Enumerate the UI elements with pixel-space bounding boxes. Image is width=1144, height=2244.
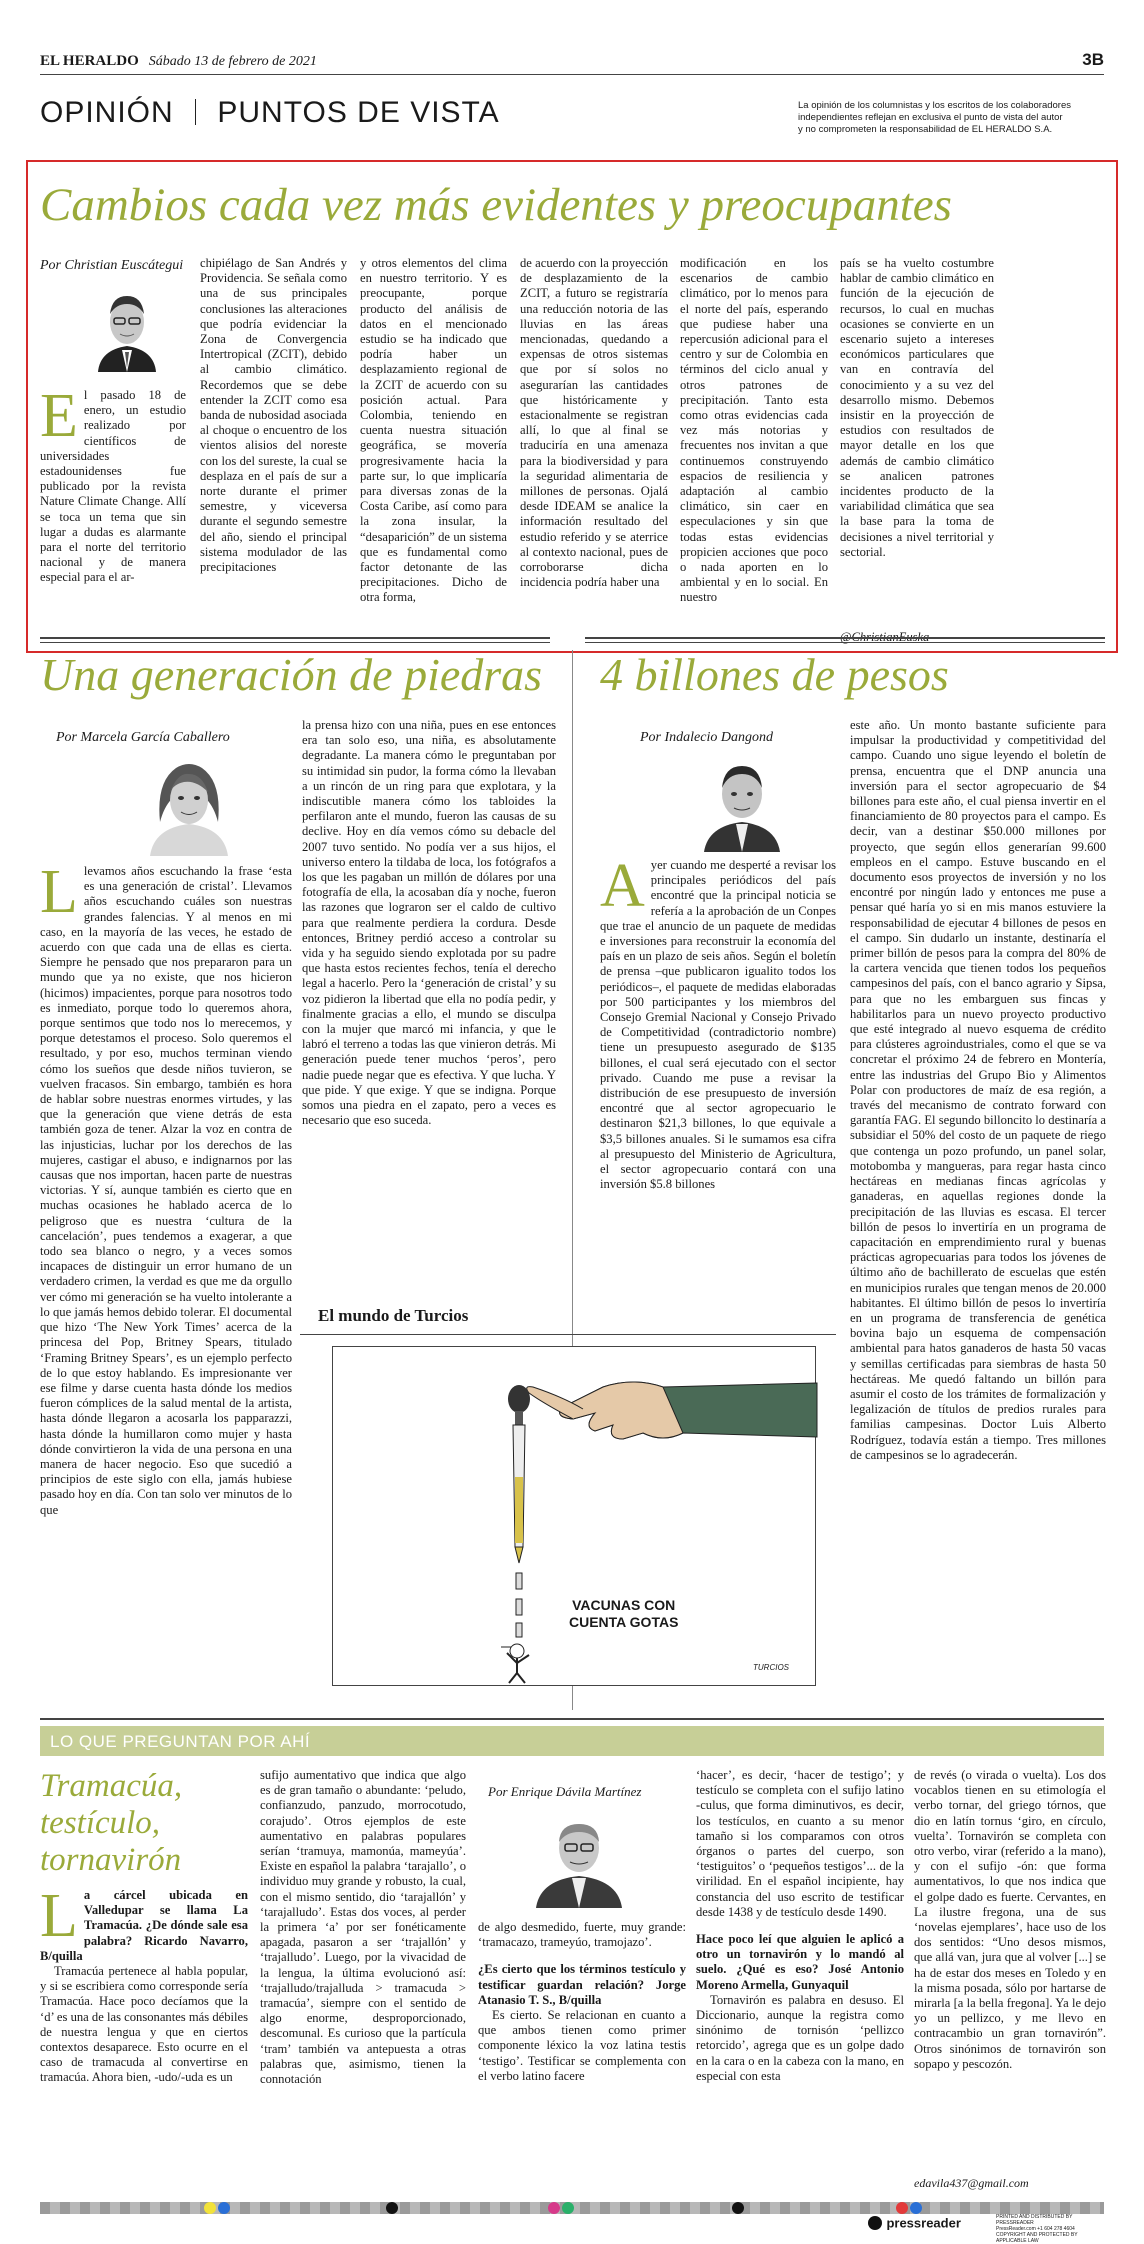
article1-col1: El pasado 18 de enero, un estudio realizado por científicos de universidades estadounidenses fue publicado por la revista Nature Climate Change. Allí se toca un tema que sin lugar a dudas es alarmante para el norte del territorio nacional y de manera especial para el ar-: [40, 382, 186, 585]
separator-rule: [40, 637, 550, 639]
article2-col1: Llevamos años escuchando la frase ‘esta es una generación de cristal’. Llevamos años escuchando cuáles son nuestras grandes falencias. Y al menos en mi caso, en la mayoría de las veces, he estado de acuerdo con que cada una de ellas es cierta. Siempre he pensado que nos prepararon para un mundo que ya no existe, que nos hicieron (hicimos) impacientes, porque para nosotros todo es inmediato, porque todo lo queremos ahora, porque sentimos que todo nos lo merecemos, y porque detestamos el proceso. Solo queremos el resultado, y por eso, muchos terminan viendo cómo los sueños que desde niños tuvieron, se vuelven fracasos. Sin embargo, también es hora de hablar sobre nuestras enormes virtudes, y las que la generación que viene detrás de esta también goza de tener. Alzar la voz en contra de las injusticias, luchar por los derechos de las mujeres, castigar el abuso, e indignarnos por las causas que nos importan, hacen parte de nuestras victorias. Y sí, aunque también es cierto que en muchas ocasiones he hablado acerca de lo peligroso que es nuestra ‘cultura de la cancelación’, pues tendemos a exagerar, a que todo sea blanco o negro, y a veces somos incapaces de distinguir un error humano de un verdadero crimen, la verdad es que me da orgullo ver cómo mi generación se ha vuelto intolerante a lo que jamás hemos debido tolerar. El documental que hizo ‘The New York Times’ acerca de la princesa del Pop, Britney Spears, titulado ‘Framing Britney Spears’, es un ejemplo perfecto de lo que estoy hablando. Es impresionante ver ese filme y darse cuenta hasta dónde los medios fueron cómplices de la salud mental de la artista, hasta dónde llegaron a acosarla los papparazzi, hasta dónde la humillaron como mujer y hasta dónde convirtieron la vida de una persona en una manera de hacer negocio. Eso que sucedió a principios de este siglo con ella, jamás hubiese pasado hoy en día. Con tan solo ver minutos de lo que: [40, 858, 292, 1517]
article4-title: Tramacúa, testículo, tornavirón: [40, 1768, 183, 1878]
article4-author-photo: [520, 1806, 638, 1908]
article2-title: Una generación de piedras: [40, 649, 543, 700]
article3-title: 4 billones de pesos: [600, 649, 949, 700]
article1-col5: modificación en los escenarios de cambio climático, por lo menos para el norte del país, esperando que pudiese haber una repercusión adicional para el centro y sur de Colombia en términos del ciclo anual y otros patrones de precipitación. Tanto esta como otras evidencias cada vez más notorias y frecuentes nos invitan a que continuemos construyendo espacios de resiliencia y adaptación al cambio climático, sin caer en especulaciones y sin que todas estas evidencias propicien acciones que poco o nada aporten en lo ambiental y en lo social. En nuestro: [680, 256, 828, 605]
dropcap: A: [600, 852, 645, 920]
article3-col1: Ayer cuando me desperté a revisar los principales periódicos del país encontré que la principal noticia se refería a la aprobación de un Conpes que trae el anuncio de un paquete de medidas e inversiones para reconstruir la economía del país en un plazo de seis años. Según el boletín de prensa –que publicaron igualito todos los periódicos–, el paquete de medidas elaboradas por 500 participantes y los miembros del Consejo Gremial Nacional y Consejo Privado de Competitividad (contradictorio nombre) tiene un presupuesto asegurado de $135 billones, el cual será ejecutado con el sector privado. Cuando me puse a revisar la distribución de ese presupuesto de inversión encontré que al sector agropecuario le destinaron $21,3 billones, lo que equivale a $3,5 billones anuales. Si le sumamos esa cifra al presupuesto del Ministerio de Agricultura, el sector agropecuario contará con una inversión $5.8 billones: [600, 852, 836, 1192]
dropcap: L: [40, 858, 78, 926]
article4-col3: de algo desmedido, fuerte, muy grande: ‘tramacazo, trameyúo, tramojazo’. ¿Es cierto que los términos testículo y testificar guardan relación? Jorge Atanasio T. S., B/quilla Es cierto. Se relacionan en cuanto a que ambos tienen como primer componente léxico la voz latina testis ‘testigo’. Testificar se complementa con el verbo latino facere: [478, 1920, 686, 2083]
registration-mark: [562, 2202, 574, 2214]
separator-rule: [585, 642, 1105, 643]
article2-col2: la prensa hizo con una niña, pues en ese entonces era tan solo eso, una niña, es absolutamente degradante. La manera cómo le preguntaban por su intimidad sin pudor, la forma cómo la llevaban a un rincón de un ring para que explotara, y la indiscutible manera cómo los tabloides la perfilaron ante el mundo, fueron las causas de su declive. Hoy en día vemos cómo su debacle del 2007 tuvo sentido. No podía ver a sus hijos, el universo entero la tildaba de loca, los fotógrafos a los que les pagaban un millón de dólares por una fotografía de ella, la acosaban día y noche, fueron las razones que lograron ser el caldo de cultivo para que realmente perdiera la cordura. Desde entonces, Britney perdió acceso a controlar su vida y ha seguido siendo explotada por su padre que hasta estos recientes fechos, tenía el derecho legal a hacerlo. Pero la ‘generación de cristal’ y su voz pidieron la libertad que ella no podía pedir, y finalmente gracias a ello, el mundo se disculpa con la mujer que marcó mi infancia, y que le labró el terreno a todas las que vinieron detrás. Mi generación puede tener muchos ‘peros’, pero nadie puede negar que es efectiva. Y que lucha. Y que pide. Y que exige. Y que se indigna. Porque somos una piedra en el zapato, pero a veces es necesario que eso suceda.: [302, 718, 556, 1128]
registration-mark: [548, 2202, 560, 2214]
registration-mark: [910, 2202, 922, 2214]
article4-email: edavila437@gmail.com: [914, 2176, 1029, 2190]
cartoon-frame: [332, 1346, 816, 1686]
separator-rule: [585, 637, 1105, 639]
registration-mark: [204, 2202, 216, 2214]
article1-col4: de acuerdo con la proyección de desplazamiento de la ZCIT, a futuro se registraría una reducción notoria de las lluvias en las áreas mencionadas, quedando a expensas de otros sistemas que por sí solos no asegurarían las cantidades que históricamente y estacionalmente se registran allí, lo que al final se traduciría en una amenaza para la biodiversidad y para la seguridad alimentaria de millones de personas. Ojalá desde IDEAM se analice la información resultado del estudio referido y se aterrice al contexto nacional, pues de corroborarse dicha incidencia podría haber una: [520, 256, 668, 590]
article1-byline: Por Christian Euscátegui: [40, 258, 184, 273]
section-banner: LO QUE PREGUNTAN POR AHÍ: [40, 1726, 1104, 1756]
pressreader-logo-icon: [868, 2216, 882, 2230]
cartoon-drawing: [333, 1347, 817, 1687]
pressreader-brand: pressreader: [886, 2215, 961, 2231]
pressreader-footer: pressreader PRINTED AND DISTRIBUTED BY PRESSREADER PressReader.com +1 604 278 4604 COPYRIGHT AND PROTECTED BY APPLICABLE LAW: [868, 2214, 1108, 2232]
article1-col6: país se ha vuelto costumbre hablar de cambio climático en función de la ejecución de recursos, lo cual en muchas ocasiones se convierte en un escenario sujeto a intereses económicos particulares que van en contravía del conocimiento y a su vez del desarrollo mismo. Debemos insistir en la proyección de estudios con resultados de mayor detalle en los que además de cambio climático se analicen patrones incidentes producto de la variabilidad climática que sea la base para la toma de decisiones a nivel territorial y sectorial.: [840, 256, 994, 559]
dropcap: E: [40, 382, 78, 450]
registration-mark: [386, 2202, 398, 2214]
separator-rule: [40, 1718, 1104, 1720]
article4-col2: sufijo aumentativo que indica que algo es de gran tamaño o abundante: ‘peludo, confianzudo, panzudo, morrocotudo, corajudo’. Otros ejemplos de este aumentativo en palabras populares serían ‘tramuya, mamonúa, mameyúa’. Existe en español la palabra ‘tarajallo’, o individuo muy grande y robusto, la cual, con el mismo sentido, dio ‘tarajallón’ y ‘tarajalludo’. Estas dos voces, al perder la primera ‘a’ por ser fonéticamente apagada, pasaron a ser ‘trajallón’ y ‘trajalludo’. Luego, por la vivacidad de la lengua, la última evolucionó así: ‘trajalludo/trajalluda > tramacuda > tramacúa’, siempre con el sentido de algo enorme, desproporcionado, descomunal. Es curioso que la partícula ‘tram’ también va antepuesta a otras palabras que, asimismo, tienen la connotación: [260, 1768, 466, 2087]
brand-name: EL HERALDO: [40, 53, 139, 69]
article2-byline: Por Marcela García Caballero: [56, 730, 230, 745]
separator-rule: [40, 642, 550, 643]
section-header: [40, 96, 500, 130]
cartoon-title: El mundo de Turcios: [318, 1306, 469, 1325]
registration-mark: [896, 2202, 908, 2214]
registration-mark: [218, 2202, 230, 2214]
article1-author-photo: [78, 280, 176, 372]
article3-col2: este año. Un monto bastante suficiente para impulsar la productividad y competitividad del campo. Cuando uno sigue leyendo el boletín de prensa, encuentra que el DNP anuncia una inversión para el sector agropecuario de $4 billones para este año, el cual piensa invertir en el financiamiento de 80 proyectos para el campo. Es decir, van a destinar $50.000 millones por proyecto, que según ellos generarían 99.600 empleos en el campo. Estuve buscando en el documento esos proyectos de inversión y no los encontré por ningún lado y entonces me puse a pensar qué haría yo si en mis manos estuviere la responsabilidad de ejecutar 4 billones de pesos en el campo. Sin dudarlo un instante, destinaría el primer billón de pesos para la compra del 80% de la cartera vencida que tienen todos los pequeños campesinos del país, con el banco agrario y Sipsa, para que no les embarguen sus fincas y habilitarlos para un nuevo proyecto productivo que esté integrado al nuevo esquema de crédito para clústeres agroindustriales, como el que se va concretar el próximo 24 de febrero en Montería, entre las industrias del Grupo Bio y Alimentos Polar con productores de maíz de esa región, a través del mecanismo de contrato forward con garantía FAG. El segundo billoncito lo destinaría a subsidiar el 50% del costo de un paquete de riego que contenga un pozo profundo, un panel solar, motobomba y mangueras, para regar hasta cinco hectáreas en medianas fincas agrícolas y ganaderas, en aquellas regiones donde la precipitación de las lluvias es escasa. El tercer billón de pesos lo invertiría en un programa de capacitación en emprendimiento rural y buenas prácticas agropecuarias para todos los jóvenes de último año de bachillerato de escuelas que estén en municipios rurales que tengan menos de 20.000 habitantes. El último billón de pesos lo invertiría en un programa de transferencia de genética bovina bajo un esquema de compensación ambiental para hatos ganaderos de hasta 50 vacas y semillas certificadas para siembras de hasta 50 hectáreas. Me quedó faltando un billón para asumir el costo de los trámites de formalización y legalización de títulos de predios rurales para familias campesinas. Doctor Luis Alberto Rodríguez, todavía están a tiempo. Tres millones de campesinos se lo agradecerán.: [850, 718, 1106, 1462]
cartoon-rule: [300, 1334, 836, 1335]
cartoon-caption: VACUNAS CON CUENTA GOTAS: [569, 1597, 679, 1630]
article1-title: Cambios cada vez más evidentes y preocupantes: [40, 179, 952, 231]
article4-byline: Por Enrique Dávila Martínez: [488, 1784, 642, 1799]
article3-byline: Por Indalecio Dangond: [640, 730, 773, 745]
dropcap: L: [40, 1882, 78, 1950]
cartoon-signature: TURCIOS: [753, 1663, 789, 1672]
masthead-rule: [40, 74, 1104, 75]
section-note: La opinión de los columnistas y los escritos de los colaboradores independientes reflejan en exclusiva el punto de vista del autor y no comprometen la responsabilidad de EL HERALDO S.A.: [798, 100, 1072, 135]
article3-author-photo: [690, 752, 794, 852]
article1-col3: y otros elementos del clima en nuestro territorio. Y es preocupante, porque producto del análisis de datos en el mencionado estudio se ha indicado que podría haber un desplazamiento regional de la ZCIT de acuerdo con su posición actual. Para Colombia, teniendo en cuenta nuestra situación geográfica, se movería progresivamente hacia la parte sur, lo que implicaría para diversas zonas de la Costa Caribe, así como para la zona insular, la “desaparición” de un sistema que es fundamental como factor detonante de las precipitaciones. Dicho de otra forma,: [360, 256, 507, 605]
date: Sábado 13 de febrero de 2021: [148, 54, 317, 69]
registration-mark: [732, 2202, 744, 2214]
article4-col5: de revés (o virada o vuelta). Los dos vocablos tienen en su etimología el verbo tornar, del griego tórnos, que dio en latín tornus ‘giro, en círculo, vuelta’. Tornavirón se completa con otro verbo, virar (referido a la mano), y con el sufijo -ón: que forma aumentativos, lo que nos indica que el golpe dado es fuerte. Cervantes, en La ilustre fregona, una de sus ‘novelas ejemplares’, hace uso de los dos sentidos: “Uno desos mismos, que allá van, jura que al volver [...] se ha de estar dos meses en Toledo y en la misma posada, sólo por hartarse de mirarla [a la bella fregona]. Ya le dejo yo un pellizco, y me llevo en contracambio un gran tornavirón”. Otros sinónimos de tornavirón son sopapo y pescozón.: [914, 1768, 1106, 2071]
article1-col2: chipiélago de San Andrés y Providencia. Se señala como una de sus principales conclusiones las alteraciones que podría evidenciar la Zona de Convergencia Intertropical (ZCIT), debido al cambio climático. Recordemos que se debe entender la ZCIT como esa banda de nubosidad asociada al choque o encuentro de los vientos alisios del noreste con los del sureste, la cual se desplaza en el país de sur a norte durante el primer semestre, y viceversa durante el segundo semestre del año, siendo el principal sistema modulador de las precipitaciones: [200, 256, 347, 575]
page-number: 3B: [1082, 50, 1104, 69]
section-left: OPINIÓN: [40, 96, 174, 129]
article2-author-photo: [130, 752, 248, 856]
article4-col1: La cárcel ubicada en Valledupar se llama La Tramacúa. ¿De dónde sale esa palabra? Ricardo Navarro, B/quilla Tramacúa pertenece al habla popular, y si se escribiera como corresponde sería Tramacúa. Hace poco decíamos que la ‘d’ es una de las consonantes más débiles de nuestra lengua y que en ciertos contextos desaparece. Esto ocurre en el caso de tramacuda al convertirse en tramacúa. Ahora bien, -udo/-uda es un: [40, 1882, 248, 2085]
masthead: [40, 52, 1104, 72]
section-right: PUNTOS DE VISTA: [217, 96, 500, 129]
article4-col4: ‘hacer’, es decir, ‘hacer de testigo’; y testículo se completa con el sufijo latino -culus, que forma diminutivos, es decir, los testículos, en cuanto a su menor tamaño si los comparamos con otros órganos o partes del cuerpo, son ‘testiguitos’ o ‘pequeños testigos’... de la virilidad. En el español incipiente, hay constancia del uso escrito de testificar desde 1438 y de testículo desde 1490. Hace poco leí que alguien le aplicó a otro un tornavirón y lo mandó al suelo. ¿Qué es eso? José Antonio Moreno Armella, Gunyaquil Tornavirón es palabra en desuso. El Diccionario, aunque la registra como sinónimo de tornisón ‘pellizco retorcido’, agrega que es un golpe dado en la cara o en la cabeza con la mano, en especial con esta: [696, 1768, 904, 2083]
